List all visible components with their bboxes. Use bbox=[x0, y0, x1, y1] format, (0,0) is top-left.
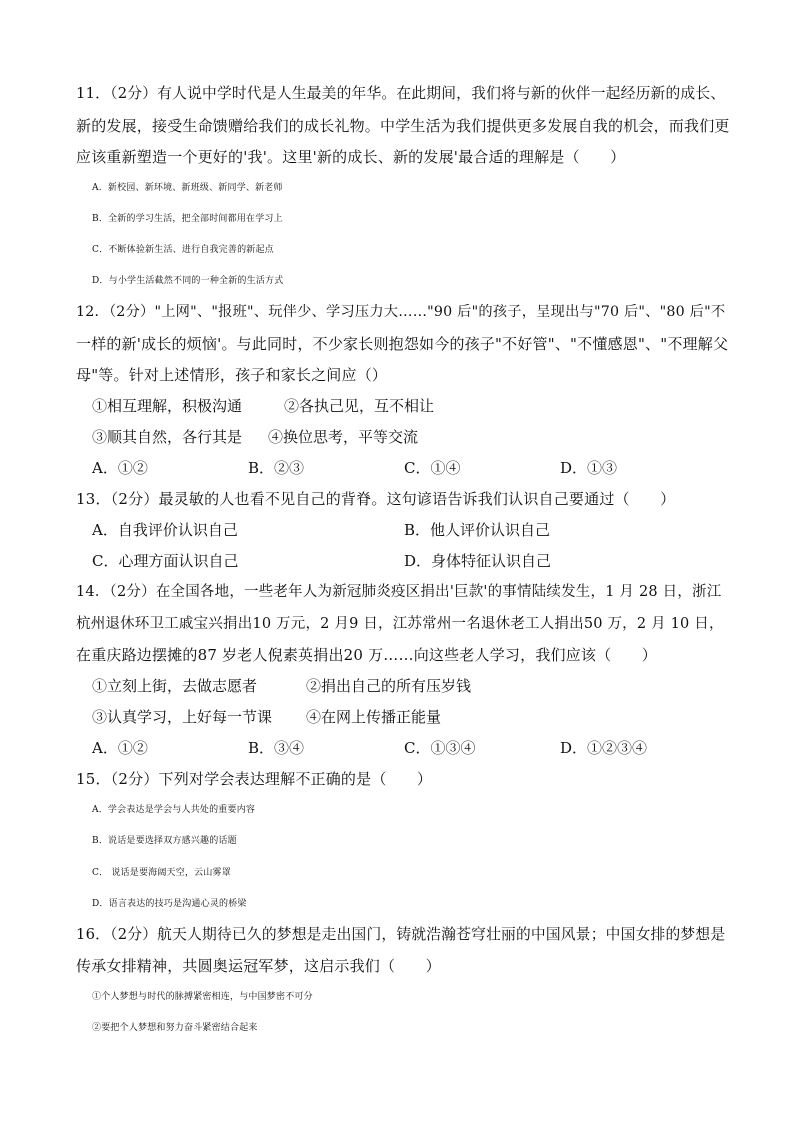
q12-option-a: A．①② bbox=[92, 459, 148, 477]
q12-item-4: ④换位思考，平等交流 bbox=[268, 428, 419, 446]
q11-option-d: D．与小学生活截然不同的一种全新的生活方式 bbox=[92, 276, 284, 286]
q11-stem-line-1: 11．（2分）有人说中学时代是人生最美的年华。在此期间，我们将与新的伙伴一起经历新的成长、 bbox=[76, 85, 726, 102]
q15-option-d: D．语言表达的技巧是沟通心灵的桥梁 bbox=[92, 899, 247, 909]
q12-item-3: ③顺其自然，各行其是 bbox=[92, 428, 243, 446]
q12-stem-line-3: 母"等。针对上述情形，孩子和家长之间应（） bbox=[76, 366, 388, 384]
q13-stem-line-1: 13．（2分）最灵敏的人也看不见自己的背脊。这句谚语告诉我们认识自己要通过（ ） bbox=[76, 490, 676, 508]
q12-stem-line-2: 一样的新'成长的烦恼'。与此同时，不少家长则抱怨如今的孩子"不好管"、"不懂感恩"、"不理解父 bbox=[76, 335, 729, 353]
q16-stem-line-1: 16．（2分）航天人期待已久的梦想是走出国门，铸就浩瀚苍穹壮丽的中国风景；中国女排的梦想是 bbox=[76, 926, 726, 943]
q11-option-b: B．全新的学习生活，把全部时间都用在学习上 bbox=[92, 214, 283, 224]
q14-item-4: ④在网上传播正能量 bbox=[306, 708, 442, 726]
q12-stem-line-1: 12．（2分）"上网"、"报班"、玩伴少、学习压力大……"90 后"的孩子，呈现出与"70 后"、"80 后"不 bbox=[76, 304, 726, 320]
q12-item-1: ①相互理解，积极沟通 bbox=[92, 397, 243, 415]
q11-option-c: C．不断体验新生活、进行自我完善的新起点 bbox=[92, 245, 274, 255]
q15-option-b: B．说话是要选择双方感兴趣的话题 bbox=[92, 836, 237, 846]
q15-option-c: C． 说话是要海阔天空，云山雾罩 bbox=[92, 868, 231, 878]
q14-stem-line-1: 14．（2分）在全国各地，一些老年人为新冠肺炎疫区捐出'巨款'的事情陆续发生，1 月 28 日，浙江 bbox=[76, 584, 722, 600]
q12-option-d: D．①③ bbox=[560, 459, 618, 477]
q14-option-c: C．①③④ bbox=[404, 739, 476, 757]
q16-item-1: ①个人梦想与时代的脉搏紧密相连，与中国梦密不可分 bbox=[92, 992, 313, 1002]
q14-stem-line-3: 在重庆路边摆摊的87 岁老人倪素英捐出20 万……向这些老人学习，我们应该（ ） bbox=[76, 646, 657, 664]
q15-option-a: A．学会表达是学会与人共处的重要内容 bbox=[92, 805, 256, 815]
q15-stem-line-1: 15．（2分）下列对学会表达理解不正确的是（ ） bbox=[76, 770, 433, 788]
q14-item-1: ①立刻上街，去做志愿者 bbox=[92, 677, 258, 695]
q11-stem-line-3: 应该重新塑造一个更好的'我'。这里'新的成长、新的发展'最合适的理解是（ ） bbox=[76, 148, 626, 166]
q13-option-d: D．身体特征认识自己 bbox=[404, 552, 552, 570]
q12-option-c: C．①④ bbox=[404, 459, 461, 477]
q14-option-a: A．①② bbox=[92, 739, 148, 757]
q13-option-c: C．心理方面认识自己 bbox=[92, 552, 239, 570]
q14-option-b: B．③④ bbox=[248, 739, 305, 757]
q14-stem-line-2: 杭州退休环卫工戚宝兴捐出10 万元，2 月9 日，江苏常州一名退休老工人捐出50 万，2 月 10 日， bbox=[76, 616, 724, 632]
q11-option-a: A．新校园、新环境、新班级、新同学、新老师 bbox=[92, 183, 283, 193]
q16-item-2: ②要把个人梦想和努力奋斗紧密结合起来 bbox=[92, 1023, 258, 1033]
q14-item-3: ③认真学习，上好每一节课 bbox=[92, 708, 273, 726]
q12-item-2: ②各执己见，互不相让 bbox=[284, 397, 435, 415]
q14-item-2: ②捐出自己的所有压岁钱 bbox=[306, 677, 472, 695]
q14-option-d: D．①②③④ bbox=[560, 739, 648, 757]
q13-option-b: B．他人评价认识自己 bbox=[404, 521, 551, 539]
q16-stem-line-2: 传承女排精神，共圆奥运冠军梦，这启示我们（ ） bbox=[76, 957, 441, 975]
q12-option-b: B．②③ bbox=[248, 459, 305, 477]
q11-stem-line-2: 新的发展，接受生命馈赠给我们的成长礼物。中学生活为我们提供更多发展自我的机会，而我们更 bbox=[76, 117, 730, 135]
q13-option-a: A．自我评价认识自己 bbox=[92, 521, 238, 539]
